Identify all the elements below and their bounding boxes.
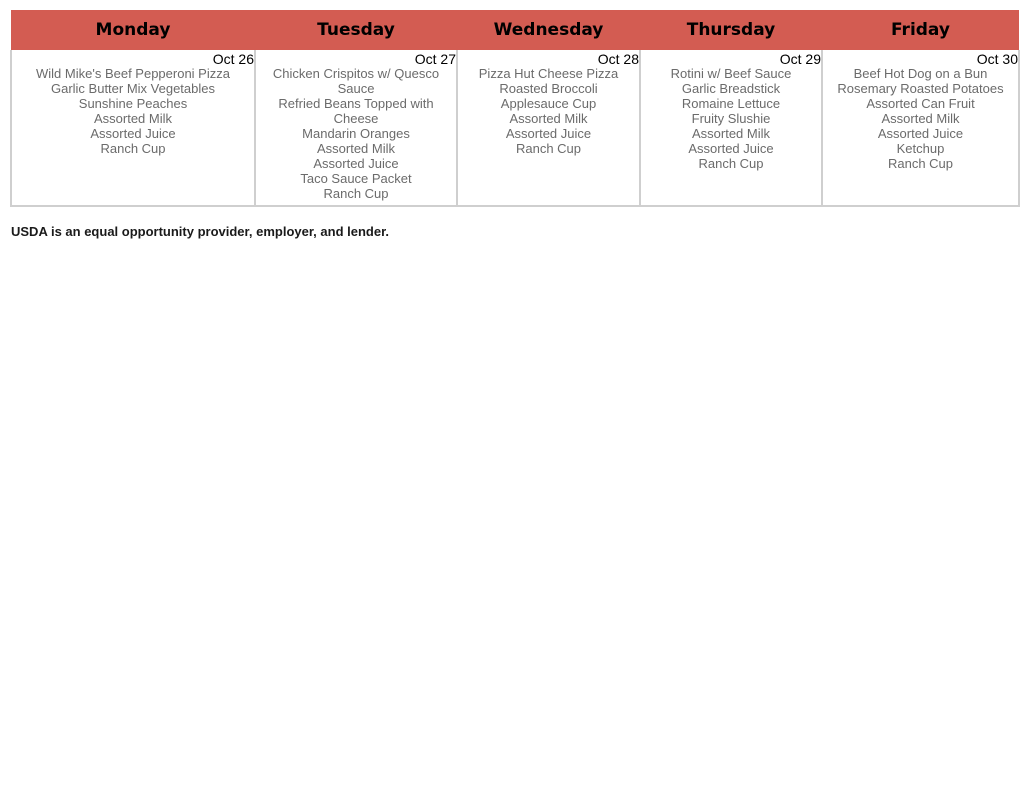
menu-item: Assorted Milk xyxy=(881,111,960,126)
menu-item: Rosemary Roasted Potatoes xyxy=(837,81,1004,96)
menu-item: Assorted Milk xyxy=(691,126,771,141)
menu-item: Assorted Juice xyxy=(313,156,399,171)
menu-item: Assorted Juice xyxy=(505,126,592,141)
day-date: Oct 28 xyxy=(597,51,639,67)
menu-item-list xyxy=(823,66,1018,171)
day-header-tuesday: Tuesday xyxy=(255,10,457,50)
weekly-menu-table xyxy=(10,10,1020,207)
menu-item: Wild Mike's Beef Pepperoni Pizza xyxy=(36,66,230,81)
menu-item: Chicken Crispitos w/ Quesco Sauce xyxy=(272,66,440,96)
menu-item: Ranch Cup xyxy=(698,156,764,171)
menu-item: Ranch Cup xyxy=(100,141,166,156)
menu-item: Refried Beans Topped with Cheese xyxy=(278,96,434,126)
menu-item: Mandarin Oranges xyxy=(302,126,410,141)
day-header-wednesday: Wednesday xyxy=(457,10,640,50)
menu-item: Ranch Cup xyxy=(887,156,954,171)
menu-item: Romaine Lettuce xyxy=(681,96,781,111)
day-date: Oct 30 xyxy=(976,51,1018,67)
menu-item-list xyxy=(458,66,639,156)
menu-item: Sunshine Peaches xyxy=(78,96,188,111)
menu-item: Roasted Broccoli xyxy=(499,81,598,96)
menu-item: Fruity Slushie xyxy=(691,111,771,126)
menu-item: Beef Hot Dog on a Bun xyxy=(853,66,988,81)
day-cell-tuesday xyxy=(255,50,457,206)
usda-statement: USDA is an equal opportunity provider, employer, and lender. xyxy=(11,224,390,239)
day-date: Oct 27 xyxy=(414,51,456,67)
day-cell-friday xyxy=(822,50,1019,206)
day-header-monday: Monday xyxy=(11,10,255,50)
menu-item: Applesauce Cup xyxy=(500,96,597,111)
day-header-thursday: Thursday xyxy=(640,10,822,50)
menu-item: Pizza Hut Cheese Pizza xyxy=(478,66,619,81)
menu-item: Garlic Butter Mix Vegetables xyxy=(50,81,216,96)
menu-item: Assorted Juice xyxy=(877,126,964,141)
day-date: Oct 29 xyxy=(779,51,821,67)
menu-item-list xyxy=(256,66,456,201)
menu-item: Ranch Cup xyxy=(515,141,582,156)
menu-item-list xyxy=(12,66,254,156)
menu-item: Assorted Juice xyxy=(90,126,176,141)
day-cell-thursday xyxy=(640,50,822,206)
menu-item: Assorted Milk xyxy=(93,111,173,126)
menu-item: Assorted Can Fruit xyxy=(866,96,975,111)
menu-item: Assorted Milk xyxy=(316,141,396,156)
day-cell-wednesday xyxy=(457,50,640,206)
day-date: Oct 26 xyxy=(212,51,254,67)
menu-item: Garlic Breadstick xyxy=(681,81,781,96)
menu-item-list xyxy=(641,66,821,171)
menu-item: Rotini w/ Beef Sauce xyxy=(670,66,792,81)
menu-item: Taco Sauce Packet xyxy=(300,171,412,186)
menu-row xyxy=(11,50,1019,206)
day-cell-monday xyxy=(11,50,255,206)
day-header-friday: Friday xyxy=(822,10,1019,50)
menu-item: Ranch Cup xyxy=(323,186,389,201)
menu-item: Assorted Milk xyxy=(509,111,588,126)
day-header-row xyxy=(11,10,1019,50)
menu-item: Ketchup xyxy=(896,141,945,156)
menu-item: Assorted Juice xyxy=(688,141,774,156)
